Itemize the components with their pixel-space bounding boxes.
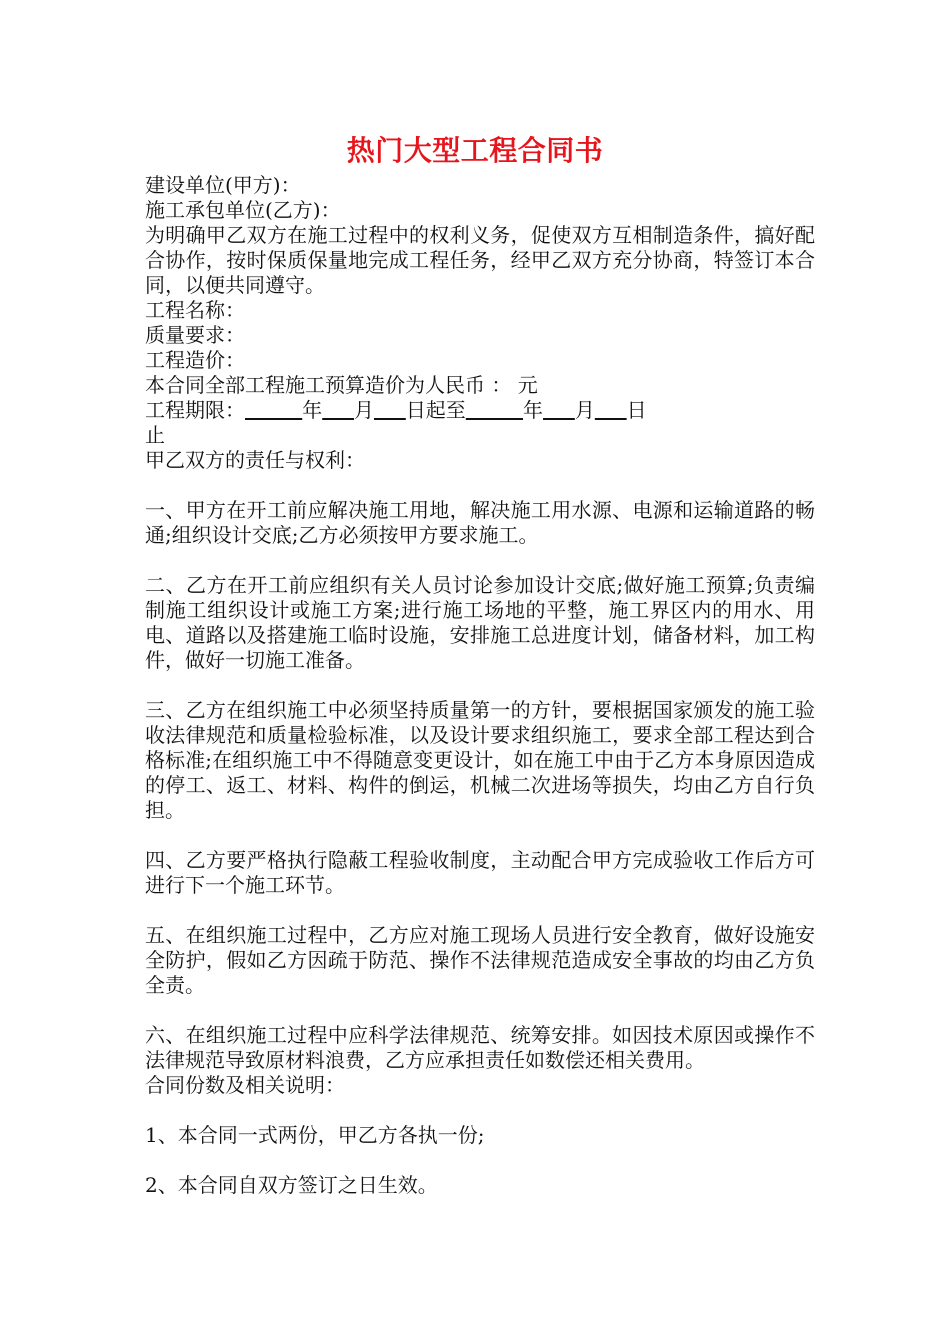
blank-fill [543, 398, 575, 422]
preamble-paragraph: 为明确甲乙双方在施工过程中的权利义务，促使双方互相制造条件，搞好配合协作，按时保质保量地完成工程任务，经甲乙双方充分协商，特签订本合同，以便共同遵守。 [145, 223, 815, 297]
period-year-start: 年 [302, 398, 323, 422]
spacer [145, 1098, 815, 1123]
document-body [145, 173, 815, 1198]
period-day-end: 日 [626, 398, 647, 422]
period-end-line: 止 [145, 423, 165, 447]
blank-fill [466, 398, 523, 422]
note-2: 2、本合同自双方签订之日生效。 [145, 1173, 438, 1197]
cost-line: 工程造价： [145, 348, 245, 372]
quality-line: 质量要求： [145, 323, 245, 347]
blank-fill [595, 398, 627, 422]
spacer [145, 998, 815, 1023]
blank-fill [322, 398, 354, 422]
blank-fill [374, 398, 406, 422]
clause-2: 二、乙方在开工前应组织有关人员讨论参加设计交底;做好施工预算;负责编制施工组织设计或施工方案;进行施工场地的平整，施工界区内的用水、用电、道路以及搭建施工临时设施，安排施工总进度计划，储备材料，加工构件，做好一切施工准备。 [145, 573, 815, 672]
budget-line: 本合同全部工程施工预算造价为人民币 ： 元 [145, 373, 538, 397]
spacer [145, 898, 815, 923]
period-label: 工程期限： [145, 398, 245, 422]
blank-fill [245, 398, 302, 422]
period-month-end: 月 [574, 398, 595, 422]
clause-4: 四、乙方要严格执行隐蔽工程验收制度，主动配合甲方完成验收工作后方可进行下一个施工环节。 [145, 848, 815, 897]
period-month-start: 月 [354, 398, 375, 422]
spacer [145, 1148, 815, 1173]
spacer [145, 673, 815, 698]
spacer [145, 548, 815, 573]
period-line [145, 398, 815, 423]
project-name-line: 工程名称： [145, 298, 245, 322]
party-a-line: 建设单位(甲方)： [145, 173, 301, 197]
spacer [145, 473, 815, 498]
spacer [145, 823, 815, 848]
party-b-line: 施工承包单位(乙方)： [145, 198, 341, 222]
clause-5: 五、在组织施工过程中，乙方应对施工现场人员进行安全教育，做好设施安全防护，假如乙方因疏于防范、操作不法律规范造成安全事故的均由乙方负全责。 [145, 923, 815, 997]
document-title: 热门大型工程合同书 [346, 134, 604, 167]
copies-heading: 合同份数及相关说明： [145, 1073, 345, 1097]
clause-1: 一、甲方在开工前应解决施工用地，解决施工用水源、电源和运输道路的畅通;组织设计交底;乙方必须按甲方要求施工。 [145, 498, 815, 547]
period-day-start: 日起至 [405, 398, 466, 422]
period-year-end: 年 [523, 398, 544, 422]
note-1: 1、本合同一式两份，甲乙方各执一份; [145, 1123, 485, 1147]
clause-3: 三、乙方在组织施工中必须坚持质量第一的方针，要根据国家颁发的施工验收法律规范和质量检验标准，以及设计要求组织施工，要求全部工程达到合格标准;在组织施工中不得随意变更设计，如在施工中由于乙方本身原因造成的停工、返工、材料、构件的倒运，机械二次进场等损失，均由乙方自行负担。 [145, 698, 815, 822]
rights-heading: 甲乙双方的责任与权利： [145, 448, 365, 472]
clause-6: 六、在组织施工过程中应科学法律规范、统筹安排。如因技术原因或操作不法律规范导致原材料浪费，乙方应承担责任如数偿还相关费用。 [145, 1023, 815, 1072]
